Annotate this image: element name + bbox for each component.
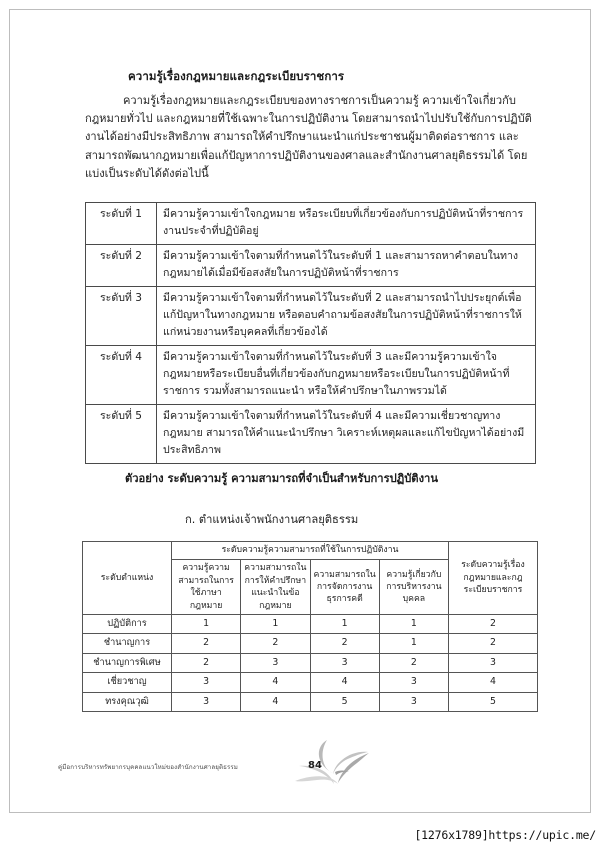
cell-value: 3 (449, 653, 538, 672)
cell-value: 1 (241, 615, 310, 634)
cell-value: 4 (241, 692, 310, 711)
row-label: ปฏิบัติการ (83, 615, 172, 634)
cell-value: 3 (379, 673, 448, 692)
table-row (83, 653, 538, 672)
header-legal-knowledge: ระดับความรู้เรื่องกฎหมายและกฎระเบียบราชการ (449, 542, 538, 615)
footer-title: คู่มือการบริหารทรัพยากรบุคคลแนวใหม่ของสำนักงานศาลยุติธรรม (58, 764, 238, 771)
level-description: มีความรู้ความเข้าใจตามที่กำหนดไว้ในระดับที่ 4 และมีความเชี่ยวชาญทางกฎหมาย สามารถให้คำแนะนำปรึกษา วิเคราะห์เหตุผลและแก้ไขปัญหาได้อย่างมีประสิทธิภาพ (157, 405, 536, 464)
cell-value: 3 (241, 653, 310, 672)
section-heading: ความรู้เรื่องกฎหมายและกฎระเบียบราชการ (128, 69, 345, 83)
row-label: ชำนาญการพิเศษ (83, 653, 172, 672)
cell-value: 4 (310, 673, 379, 692)
page-content (10, 10, 590, 812)
cell-value: 4 (241, 673, 310, 692)
table-row (83, 634, 538, 653)
level-label: ระดับที่ 4 (86, 346, 157, 405)
level-description: มีความรู้ความเข้าใจตามที่กำหนดไว้ในระดับที่ 2 และสามารถนำไปประยุกต์เพื่อแก้ปัญหาในทางกฎหมาย หรือตอบคำถามข้อสงสัยในการปฏิบัติหน้าที่ราชการให้แก่หน่วยงานหรือบุคคลที่เกี่ยวข้องได้ (157, 287, 536, 346)
level-label: ระดับที่ 1 (86, 203, 157, 245)
position-subheading: ก. ตำแหน่งเจ้าพนักงานศาลยุติธรรม (185, 513, 359, 526)
level-label: ระดับที่ 5 (86, 405, 157, 464)
paragraph-text: ความรู้เรื่องกฎหมายและกฎระเบียบของทางราชการเป็นความรู้ ความเข้าใจเกี่ยวกับกฎหมายทั่วไป และกฎหมายที่ใช้เฉพาะในการปฏิบัติงาน โดยสามารถนำไปปรับใช้กับการปฏิบัติงานได้อย่างมีประสิทธิภาพ สามารถให้คำปรึกษาแนะนำแก่ประชาชนผู้มาติดต่อราชการ และสามารถพัฒนากฎหมายเพื่อแก้ปัญหาการปฏิบัติงานของศาลและสำนักงานศาลยุติธรรมได้ โดยแบ่งเป็นระดับได้ดังต่อไปนี้ (85, 94, 532, 180)
table-row (86, 287, 536, 346)
level-description: มีความรู้ความเข้าใจตามที่กำหนดไว้ในระดับที่ 1 และสามารถหาคำตอบในทางกฎหมายได้เมื่อมีข้อสงสัยในการปฏิบัติหน้าที่ราชการ (157, 245, 536, 287)
cell-value: 2 (449, 615, 538, 634)
cell-value: 1 (310, 615, 379, 634)
header-column-1: ความรู้ความสามารถในการใช้ภาษากฎหมาย (172, 560, 241, 615)
knowledge-levels-table (85, 202, 536, 464)
competency-matrix-table (82, 541, 538, 712)
document-page (9, 9, 591, 813)
level-label: ระดับที่ 2 (86, 245, 157, 287)
cell-value: 1 (379, 634, 448, 653)
level-description: มีความรู้ความเข้าใจตามที่กำหนดไว้ในระดับที่ 3 และมีความรู้ความเข้าใจกฎหมายหรือระเบียบอื่นที่เกี่ยวข้องกับกฎหมายหรือระเบียบในการปฏิบัติหน้าที่ราชการ รวมทั้งสามารถแนะนำ หรือให้คำปรึกษาในภาพรวมได้ (157, 346, 536, 405)
cell-value: 2 (379, 653, 448, 672)
cell-value: 1 (379, 615, 448, 634)
watermark-text: [1276x1789]https://upic.me/ (414, 828, 596, 842)
cell-value: 2 (172, 634, 241, 653)
intro-paragraph (85, 92, 537, 183)
table-row (86, 245, 536, 287)
cell-value: 2 (310, 634, 379, 653)
level-label: ระดับที่ 3 (86, 287, 157, 346)
row-label: ทรงคุณวุฒิ (83, 692, 172, 711)
table-row (83, 673, 538, 692)
row-label: ชำนาญการ (83, 634, 172, 653)
table-header-row-top (83, 542, 538, 560)
cell-value: 5 (449, 692, 538, 711)
row-label: เชี่ยวชาญ (83, 673, 172, 692)
header-column-4: ความรู้เกี่ยวกับการบริหารงานบุคคล (379, 560, 448, 615)
header-position-level: ระดับตำแหน่ง (83, 542, 172, 615)
header-group-competency: ระดับความรู้ความสามารถที่ใช้ในการปฏิบัติงาน (172, 542, 449, 560)
page-number: 84 (308, 760, 322, 771)
cell-value: 3 (172, 673, 241, 692)
cell-value: 1 (172, 615, 241, 634)
cell-value: 2 (172, 653, 241, 672)
table-row (86, 203, 536, 245)
cell-value: 3 (172, 692, 241, 711)
cell-value: 5 (310, 692, 379, 711)
level-description: มีความรู้ความเข้าใจกฎหมาย หรือระเบียบที่เกี่ยวข้องกับการปฏิบัติหน้าที่ราชการ งานประจำที่ปฏิบัติอยู่ (157, 203, 536, 245)
table-row (86, 405, 536, 464)
cell-value: 2 (241, 634, 310, 653)
cell-value: 2 (449, 634, 538, 653)
table-row (83, 615, 538, 634)
header-column-3: ความสามารถในการจัดการงานธุรการคดี (310, 560, 379, 615)
table-row (83, 692, 538, 711)
cell-value: 3 (379, 692, 448, 711)
table-row (86, 346, 536, 405)
table-caption: ตัวอย่าง ระดับความรู้ ความสามารถที่จำเป็นสำหรับการปฏิบัติงาน (125, 472, 438, 485)
header-column-2: ความสามารถในการให้คำปรึกษาแนะนำในข้อกฎหมาย (241, 560, 310, 615)
cell-value: 3 (310, 653, 379, 672)
cell-value: 4 (449, 673, 538, 692)
